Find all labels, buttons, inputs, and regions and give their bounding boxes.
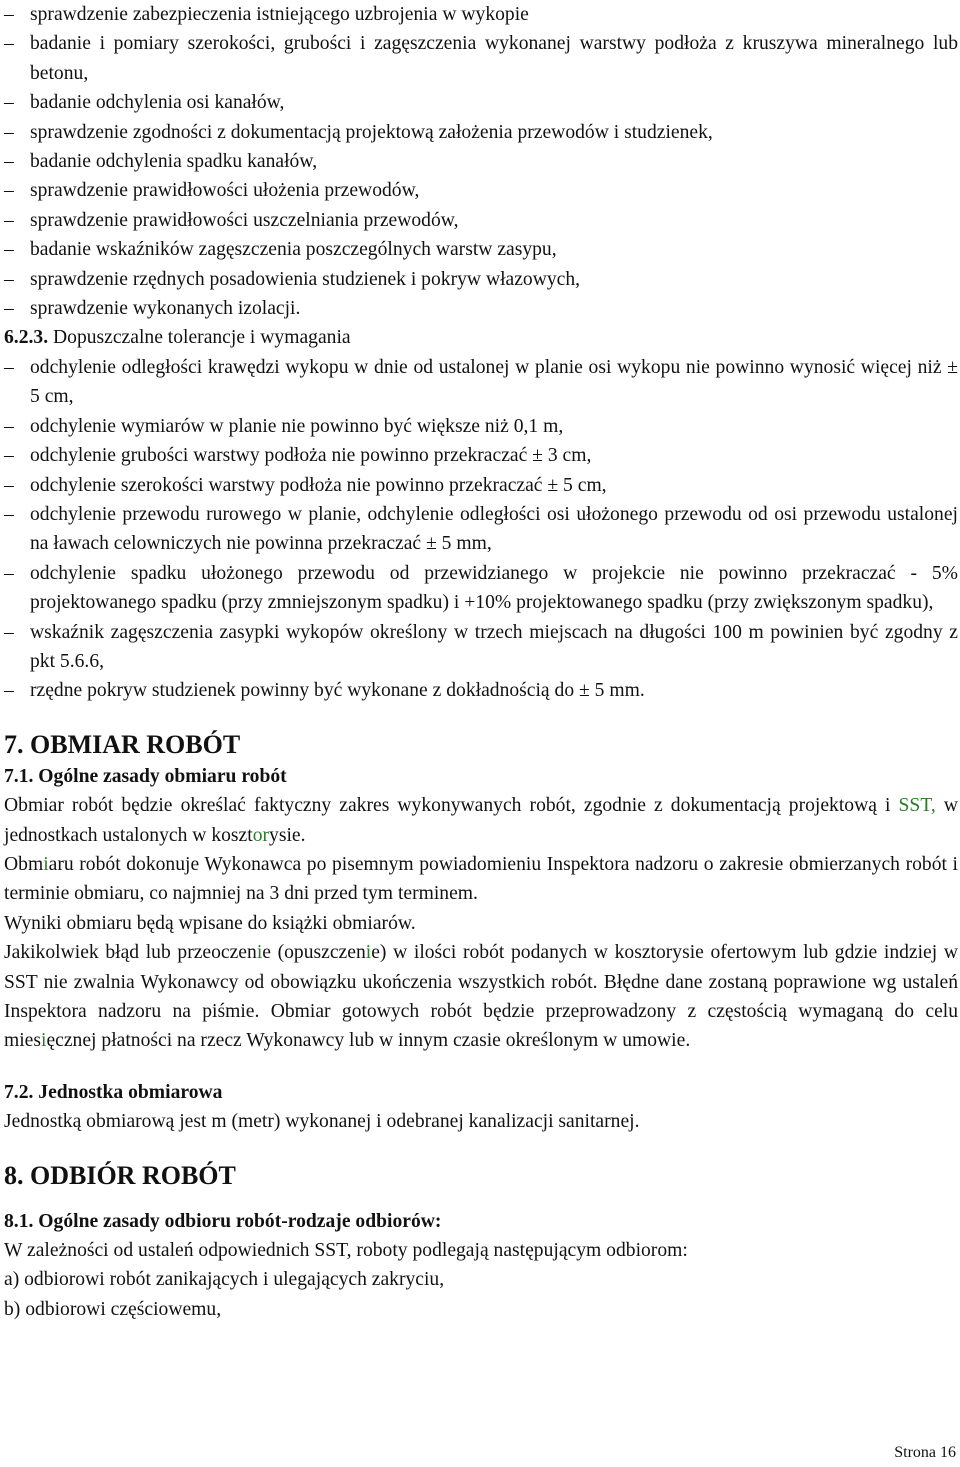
- list-item: – badanie odchylenia spadku kanałów,: [4, 151, 318, 173]
- paragraph: Jednostką obmiarową jest m (metr) wykonanej i odebranej kanalizacji sanitarnej.: [4, 1111, 640, 1133]
- list-item: – sprawdzenie zabezpieczenia istniejącego uzbrojenia w wykopie: [4, 4, 529, 25]
- list-item: – badanie odchylenia osi kanałów,: [4, 92, 285, 114]
- list-item: – sprawdzenie rzędnych posadowienia studzienek i pokryw włazowych,: [4, 268, 581, 290]
- list-item: – odchylenie grubości warstwy podłoża nie powinno przekraczać ± 3 cm,: [4, 445, 592, 467]
- section-title: Dopuszczalne tolerancje i wymagania: [53, 327, 351, 349]
- list-item: – sprawdzenie zgodności z dokumentacją projektową założenia przewodów i studzienek,: [4, 121, 713, 143]
- list-item: – odchylenie spadku ułożonego przewodu od przewidzianego w projekcie nie powinno przekraczać - 5% projektowanego spadku (przy zmniejszonym spadku) i +10% projektowanego spadku (przy zwiększonym spadku),: [4, 562, 958, 614]
- list-item: a) odbiorowi robót zanikających i ulegających zakryciu,: [4, 1269, 445, 1291]
- paragraph: W zależności od ustaleń odpowiednich SST, roboty podlegają następującym odbiorom:: [4, 1240, 688, 1262]
- paragraph: Jakikolwiek błąd lub przeoczenie (opuszczenie) w ilości robót podanych w kosztorysie ofertowym lub gdzie indziej w SST nie zwalnia Wykonawcy od obowiązku ukończenia wszystkich robót. Błędne dane zostaną poprawione wg ustaleń Inspektora nadzoru na piśmie. Obmiar gotowych robót będzie przeprowadzony z częstością wymaganą do celu miesięcznej płatności na rzecz Wykonawcy lub w innym czasie określonym w umowie.: [4, 942, 958, 1052]
- section-7-2-heading: 7.2. Jednostka obmiarowa: [4, 1081, 223, 1103]
- list-item: – sprawdzenie prawidłowości ułożenia przewodów,: [4, 180, 420, 202]
- paragraph: Obmiaru robót dokonuje Wykonawca po pisemnym powiadomieniu Inspektora nadzoru o zakresie obmierzanych robót i terminie obmiaru, co najmniej na 3 dni przed tym terminem.: [4, 853, 958, 905]
- list-item: – badanie i pomiary szerokości, grubości i zagęszczenia wykonanej warstwy podłoża z kruszywa mineralnego lub betonu,: [4, 33, 958, 84]
- list-item: b) odbiorowi częściowemu,: [4, 1298, 222, 1320]
- section-7-heading: 7. OBMIAR ROBÓT: [4, 729, 241, 759]
- section-7-1-heading: 7.1. Ogólne zasady obmiaru robót: [4, 765, 287, 787]
- list-item: – sprawdzenie prawidłowości uszczelniania przewodów,: [4, 209, 459, 231]
- checks-list: [4, 0, 958, 323]
- section-6-2-3-heading: [4, 323, 958, 352]
- list-item: – sprawdzenie wykonanych izolacji.: [4, 298, 301, 320]
- list-item: – odchylenie wymiarów w planie nie powinno być większe niż 0,1 m,: [4, 415, 564, 437]
- section-number: 6.2.3.: [4, 327, 49, 349]
- page-number: Strona 16: [894, 1444, 956, 1461]
- tolerances-list: [4, 353, 958, 706]
- list-item: – odchylenie odległości krawędzi wykopu w dnie od ustalonej w planie osi wykopu nie powinno wynosić więcej niż ± 5 cm,: [4, 356, 958, 408]
- section-8-heading: 8. ODBIÓR ROBÓT: [4, 1160, 236, 1190]
- list-item: – wskaźnik zagęszczenia zasypki wykopów określony w trzech miejscach na długości 100 m powinien być zgodny z pkt 5.6.6,: [4, 621, 958, 672]
- paragraph: Obmiar robót będzie określać faktyczny zakres wykonywanych robót, zgodnie z dokumentacją projektową i SST, w jednostkach ustalonych w kosztorysie.: [4, 795, 958, 846]
- section-8-1-heading: 8.1. Ogólne zasady odbioru robót-rodzaje odbiorów:: [4, 1210, 442, 1232]
- list-item: – odchylenie szerokości warstwy podłoża nie powinno przekraczać ± 5 cm,: [4, 474, 607, 496]
- list-item: – badanie wskaźników zagęszczenia poszczególnych warstw zasypu,: [4, 239, 557, 261]
- document-page: [4, 0, 958, 1324]
- list-item: – rzędne pokryw studzienek powinny być wykonane z dokładnością do ± 5 mm.: [4, 680, 645, 702]
- list-item: – odchylenie przewodu rurowego w planie, odchylenie odległości osi ułożonego przewodu od osi przewodu ustalonej na ławach celowniczych nie powinna przekraczać ± 5 mm,: [4, 503, 958, 555]
- paragraph: Wyniki obmiaru będą wpisane do książki obmiarów.: [4, 912, 416, 934]
